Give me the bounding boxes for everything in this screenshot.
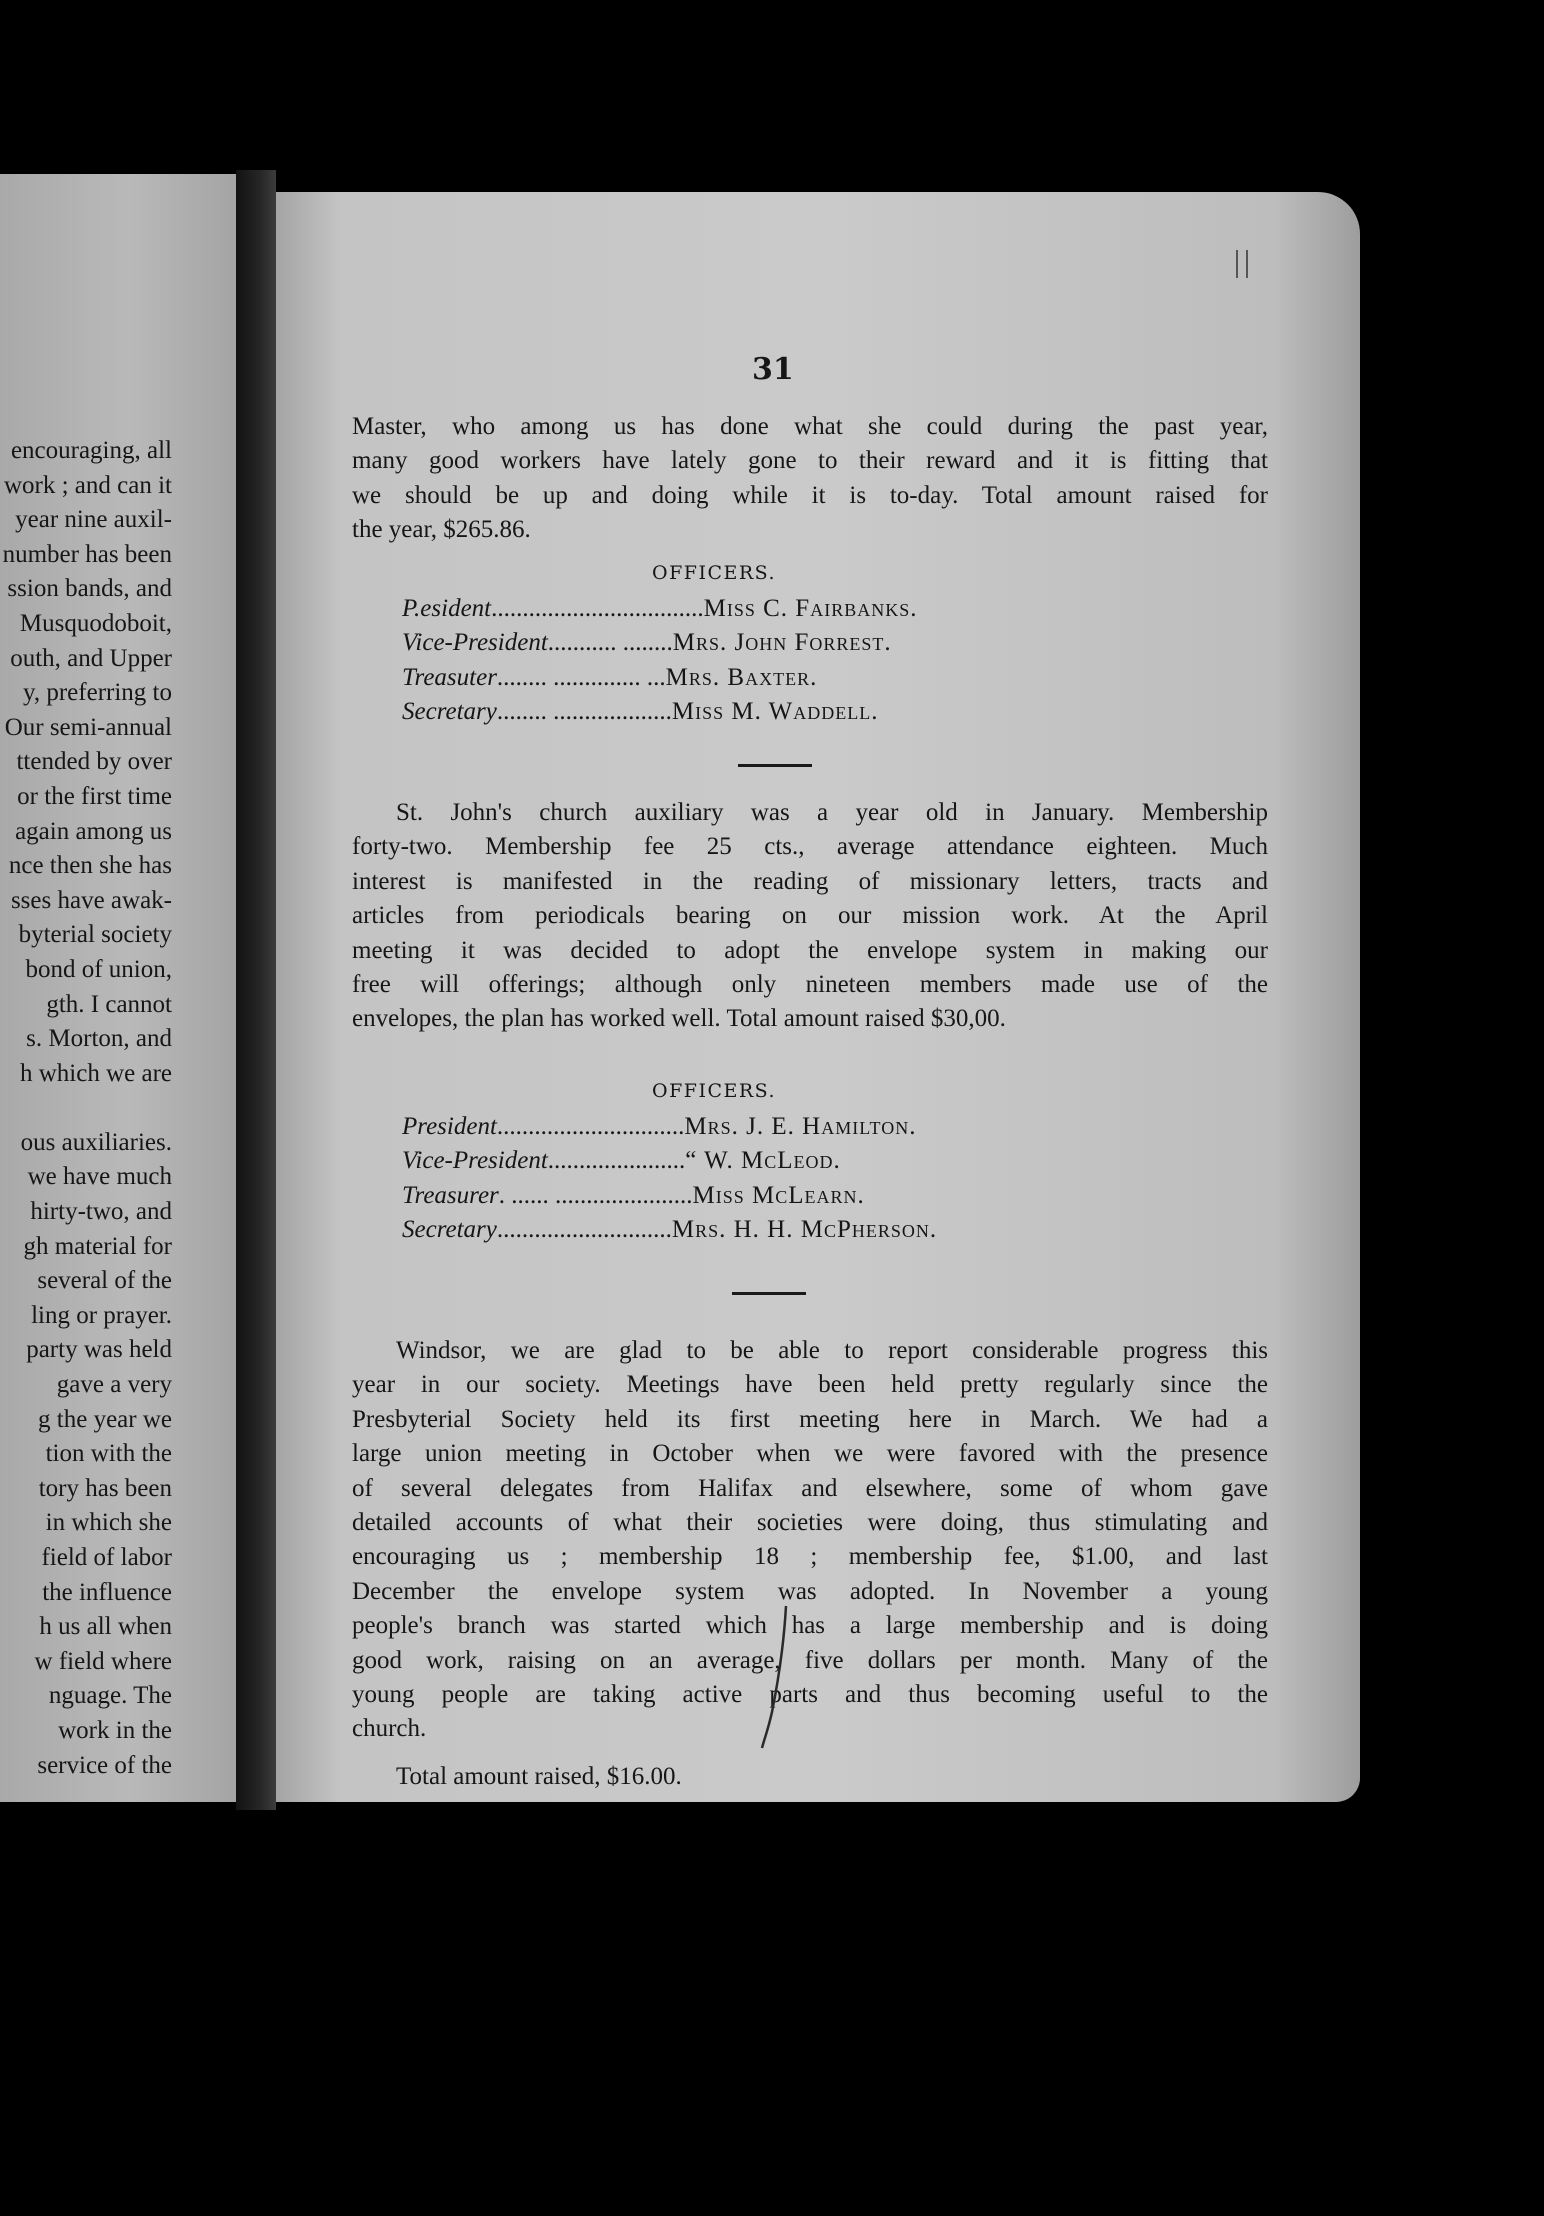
officer-dots: ........... ........	[547, 629, 673, 657]
text-line: meeting it was decided to adopt the envelope system in making our	[352, 936, 1268, 964]
text-line: free will offerings; although only nineteen members made use of the	[352, 970, 1268, 998]
text-line: year in our society. Meetings have been held pretty regularly since the	[352, 1371, 1268, 1399]
officer-row	[402, 1144, 1162, 1178]
left-page-line: work in the	[58, 1716, 172, 1744]
left-page-line: Our semi-annual	[4, 713, 172, 741]
left-page-line	[0, 1091, 236, 1126]
text-line: forty-two. Membership fee 25 cts., average attendance eighteen. Much	[352, 833, 1268, 861]
text-line: many good workers have lately gone to their reward and it is fitting that	[352, 447, 1268, 475]
officer-role: Secretary	[402, 698, 497, 726]
officer-name: Mrs. John Forrest.	[672, 629, 892, 657]
left-page-line: or the first time	[17, 782, 172, 810]
section-divider-2	[732, 1292, 806, 1295]
text-line: good work, raising on an average, five dollars per month. Many of the	[352, 1646, 1268, 1674]
left-page-line: in which she	[45, 1509, 172, 1537]
left-page-line: service of the	[37, 1751, 172, 1779]
officer-dots: . ...... ......................	[498, 1181, 693, 1209]
paragraph-st-johns	[352, 796, 1268, 1037]
officer-dots: ..............................	[496, 1113, 685, 1140]
officer-dots: ..................................	[491, 595, 704, 622]
left-page-text	[0, 434, 236, 1783]
text-line: December the envelope system was adopted. In November a young	[352, 1577, 1268, 1605]
pen-mark	[756, 1602, 796, 1752]
text-line: of several delegates from Halifax and elsewhere, some of whom gave	[352, 1474, 1268, 1502]
officer-row	[402, 1179, 1162, 1213]
left-page-line: h which we are	[19, 1059, 172, 1087]
officer-role: P.esident	[402, 595, 492, 622]
officer-name: Mrs. Baxter.	[665, 663, 818, 691]
officers-heading-1: OFFICERS.	[652, 562, 777, 584]
left-page-line: y, preferring to	[22, 679, 172, 707]
paragraph-windsor	[352, 1334, 1268, 1747]
left-page-line: s. Morton, and	[26, 1025, 172, 1053]
text-line: large union meeting in October when we were favored with the presence	[352, 1440, 1268, 1468]
text-line: young people are taking active parts and thus becoming useful to the	[352, 1680, 1268, 1708]
left-page-line: year nine auxil-	[15, 506, 172, 534]
left-page-line: nguage. The	[48, 1682, 172, 1710]
left-page-line: Musquodoboit,	[19, 609, 172, 637]
officer-name: Mrs. H. H. McPherson.	[671, 1216, 938, 1244]
officer-row	[402, 626, 1162, 660]
text-line: Windsor, we are glad to be able to report considerable progress this	[396, 1337, 1268, 1364]
officer-role: Secretary	[402, 1216, 497, 1244]
left-page-line: gh material for	[23, 1232, 172, 1260]
text-line: we should be up and doing while it is to-day. Total amount raised for	[352, 481, 1268, 509]
officer-role: Vice-President	[402, 1147, 548, 1175]
left-page-line: hirty-two, and	[30, 1198, 172, 1226]
left-page-line: tion with the	[45, 1440, 172, 1468]
left-page-line: gave a very	[56, 1371, 172, 1399]
officer-role: Treasurer	[402, 1181, 499, 1209]
left-page-line: number has been	[2, 540, 172, 568]
officer-row	[402, 1110, 1162, 1144]
officer-dots: ........ ...................	[496, 698, 672, 726]
text-line: Presbyterial Society held its first meeting here in March. We had a	[352, 1405, 1268, 1433]
left-page-line: we have much	[27, 1163, 172, 1191]
left-page-line: ttended by over	[16, 748, 172, 776]
left-page-line: w field where	[34, 1647, 172, 1675]
left-page-line: byterial society	[18, 921, 172, 949]
left-page-line: outh, and Upper	[10, 644, 172, 672]
officer-name: Miss M. Waddell.	[671, 698, 879, 726]
left-page-line: work ; and can it	[3, 471, 172, 499]
left-page-line: encouraging, all	[10, 437, 172, 464]
left-page-line: gth. I cannot	[46, 990, 172, 1018]
left-page-line: the influence	[42, 1578, 172, 1606]
left-page	[0, 174, 236, 1802]
officer-role: Treasuter	[402, 663, 497, 691]
left-page-line: bond of union,	[25, 955, 172, 983]
officer-dots: ......................	[547, 1147, 686, 1175]
right-page	[276, 192, 1360, 1802]
text-line: Master, who among us has done what she could during the past year,	[352, 413, 1268, 440]
text-line: St. John's church auxiliary was a year old in January. Membership	[396, 799, 1268, 826]
left-page-line: sses have awak-	[10, 886, 172, 914]
margin-mark	[1236, 250, 1248, 278]
total-amount-windsor: Total amount raised, $16.00.	[396, 1763, 682, 1790]
text-line: church.	[352, 1715, 427, 1743]
page-number: 31	[752, 352, 794, 387]
officer-row	[402, 695, 1162, 729]
text-line: people's branch was started which has a large membership and is doing	[352, 1612, 1268, 1640]
left-page-line: h us all when	[39, 1613, 172, 1641]
left-page-line: field of labor	[41, 1544, 172, 1571]
text-line: articles from periodicals bearing on our mission work. At the April	[352, 902, 1268, 930]
left-page-line: again among us	[15, 817, 172, 845]
officer-name: Miss McLearn.	[692, 1181, 865, 1209]
officer-row	[402, 1213, 1162, 1247]
officer-name: “ W. McLeod.	[685, 1147, 841, 1175]
text-line: envelopes, the plan has worked well. Total amount raised $30,00.	[352, 1005, 1006, 1033]
officers-table-2	[402, 1110, 1162, 1248]
officer-name: Mrs. J. E. Hamilton.	[684, 1113, 917, 1140]
text-line: encouraging us ; membership 18 ; membership fee, $1.00, and last	[352, 1543, 1268, 1571]
text-line: interest is manifested in the reading of missionary letters, tracts and	[352, 867, 1268, 895]
left-page-line: several of the	[37, 1267, 172, 1295]
text-line: detailed accounts of what their societies were doing, thus stimulating and	[352, 1508, 1268, 1536]
left-page-line: nce then she has	[8, 852, 172, 880]
officer-role: President	[402, 1113, 497, 1140]
officer-name: Miss C. Fairbanks.	[703, 595, 918, 622]
section-divider-1	[738, 764, 812, 767]
officer-dots: ........ .............. ...	[496, 663, 666, 691]
officer-row	[402, 592, 1162, 626]
paragraph-master	[352, 410, 1268, 548]
left-page-line: g the year we	[38, 1405, 172, 1433]
officer-dots: ............................	[496, 1216, 672, 1244]
left-page-line: party was held	[26, 1336, 172, 1364]
officer-role: Vice-President	[402, 629, 548, 657]
left-page-line: ssion bands, and	[7, 575, 172, 603]
left-page-line: tory has been	[38, 1474, 172, 1502]
officer-row	[402, 661, 1162, 695]
left-page-line: ling or prayer.	[31, 1301, 172, 1329]
text-line: the year, $265.86.	[352, 516, 531, 544]
left-page-line: ous auxiliaries.	[20, 1128, 172, 1156]
book-gutter	[236, 170, 276, 1810]
officers-table-1	[402, 592, 1162, 730]
officers-heading-2: OFFICERS.	[652, 1080, 777, 1102]
